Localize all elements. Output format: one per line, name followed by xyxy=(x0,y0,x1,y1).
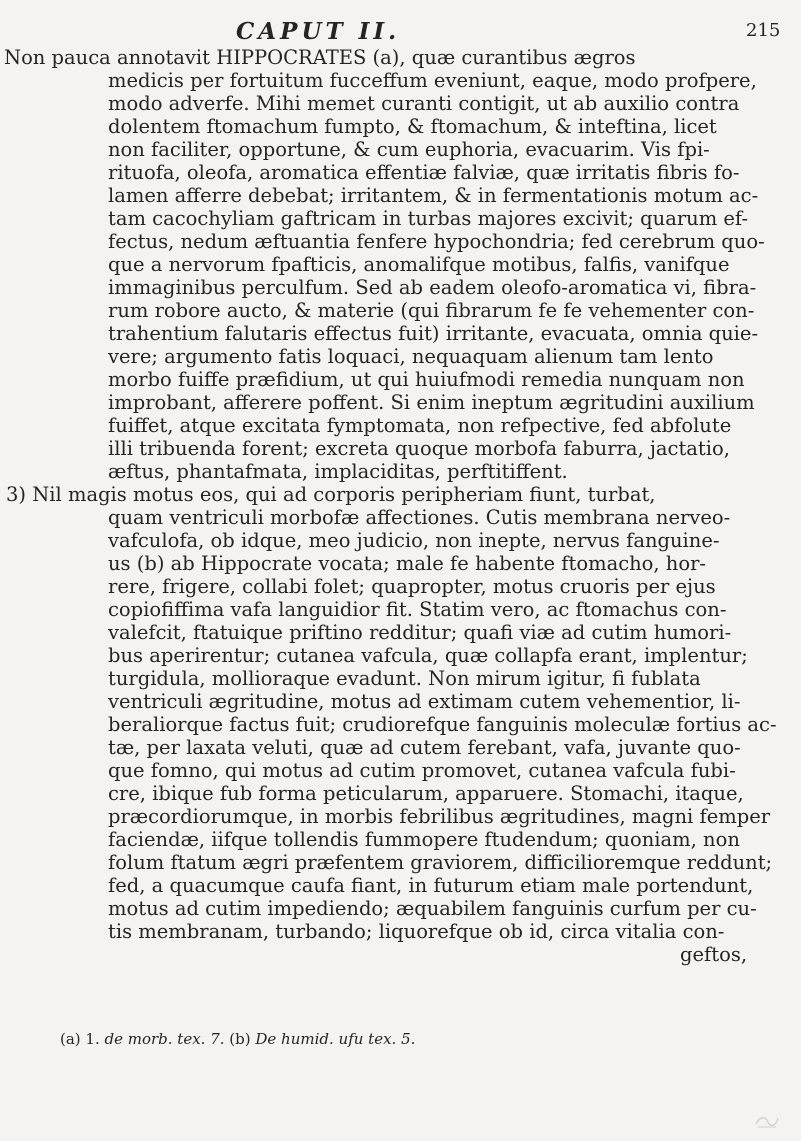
text-line: vafculofa, ob idque, meo judicio, non inepte, nervus fanguine- xyxy=(108,529,720,552)
text-line: fed, a quacumque caufa fiant, in futurum etiam male portendunt, xyxy=(108,874,754,897)
text-line: 3) Nil magis motus eos, qui ad corporis peripheriam fiunt, turbat, xyxy=(6,483,656,506)
text-line: modo adverfe. Mihi memet curanti contigit, ut ab auxilio contra xyxy=(108,92,740,115)
text-line: lamen afferre debebat; irritantem, & in fermentationis motum ac- xyxy=(108,184,759,207)
text-line: rituofa, oleofa, aromatica effentiæ falviæ, quæ irritatis fibris fo- xyxy=(108,161,740,184)
page-number: 215 xyxy=(746,20,781,41)
text-line: trahentium falutaris effectus fuit) irritante, evacuata, omnia quie- xyxy=(108,322,759,345)
text-line: valefcit, ftatuique priftino redditur; quafi viæ ad cutim humori- xyxy=(108,621,732,644)
text-line: morbo fuiffe præfidium, ut qui huiufmodi remedia nunquam non xyxy=(108,368,745,391)
text-line: motus ad cutim impediendo; æquabilem fanguinis curfum per cu- xyxy=(108,897,757,920)
footnote-b-marker: (b) xyxy=(224,1030,256,1048)
text-line: us (b) ab Hippocrate vocata; male fe habente ftomacho, hor- xyxy=(108,552,707,575)
running-head: CAPUT II. xyxy=(236,18,401,45)
text-line: copiofiffima vafa languidior fit. Statim vero, ac ftomachus con- xyxy=(108,598,727,621)
text-line: geftos, xyxy=(680,943,748,966)
text-line: tam cacochyliam gaftricam in turbas majores excivit; quarum ef- xyxy=(108,207,749,230)
text-line: folum ftatum ægri præfentem graviorem, difficilioremque reddunt; xyxy=(108,851,773,874)
footnote-a-ref: de morb. tex. 7. xyxy=(104,1030,225,1048)
text-line: tæ, per laxata veluti, quæ ad cutem ferebant, vafa, juvante quo- xyxy=(108,736,741,759)
text-line: rum robore aucto, & materie (qui fibrarum fe fe vehementer con- xyxy=(108,299,755,322)
text-line: immaginibus perculfum. Sed ab eadem oleofo-aromatica vi, fibra- xyxy=(108,276,757,299)
footnote-a-marker: (a) 1. xyxy=(60,1030,105,1048)
footnotes xyxy=(60,1030,415,1048)
text-line: que fomno, qui motus ad cutim promovet, cutanea vafcula fubi- xyxy=(108,759,736,782)
text-line: præcordiorumque, in morbis febrilibus ægritudines, magni femper xyxy=(108,805,771,828)
text-line: que a nervorum fpafticis, anomalifque motibus, falfis, vanifque xyxy=(108,253,730,276)
text-line: vere; argumento fatis loquaci, nequaquam alienum tam lento xyxy=(108,345,714,368)
text-line: turgidula, mollioraque evadunt. Non mirum igitur, fi fublata xyxy=(108,667,701,690)
text-line: fectus, nedum æftuantia fenfere hypochondria; fed cerebrum quo- xyxy=(108,230,765,253)
text-line: æftus, phantafmata, implaciditas, perftitiffent. xyxy=(108,460,568,483)
text-line: improbant, afferere poffent. Si enim ineptum ægritudini auxilium xyxy=(108,391,755,414)
text-line: bus aperirentur; cutanea vafcula, quæ collapfa erant, implentur; xyxy=(108,644,748,667)
text-line: fuiffet, atque excitata fymptomata, non refpective, fed abfolute xyxy=(108,414,732,437)
text-line: non faciliter, opportune, & cum euphoria, evacuarim. Vis fpi- xyxy=(108,138,710,161)
library-stamp-icon xyxy=(754,1112,780,1130)
text-line: tis membranam, turbando; liquorefque ob id, circa vitalia con- xyxy=(108,920,725,943)
text-line: cre, ibique fub forma peticularum, apparuere. Stomachi, itaque, xyxy=(108,782,744,805)
text-line: faciendæ, iifque tollendis fummopere ftudendum; quoniam, non xyxy=(108,828,740,851)
text-line: illi tribuenda forent; excreta quoque morbofa faburra, jactatio, xyxy=(108,437,730,460)
text-line: quam ventriculi morbofæ affectiones. Cutis membrana nerveo- xyxy=(108,506,731,529)
footnote-b-ref: De humid. ufu tex. 5. xyxy=(255,1030,416,1048)
text-line: Non pauca annotavit HIPPOCRATES (a), quæ curantibus ægros xyxy=(4,46,636,69)
text-line: rere, frigere, collabi folet; quapropter, motus cruoris per ejus xyxy=(108,575,716,598)
text-line: ventriculi ægritudine, motus ad extimam cutem vehementior, li- xyxy=(108,690,741,713)
text-line: dolentem ftomachum fumpto, & ftomachum, & inteftina, licet xyxy=(108,115,717,138)
text-line: beraliorque factus fuit; crudiorefque fanguinis moleculæ fortius ac- xyxy=(108,713,777,736)
text-line: medicis per fortuitum fucceffum eveniunt, eaque, modo profpere, xyxy=(108,69,757,92)
